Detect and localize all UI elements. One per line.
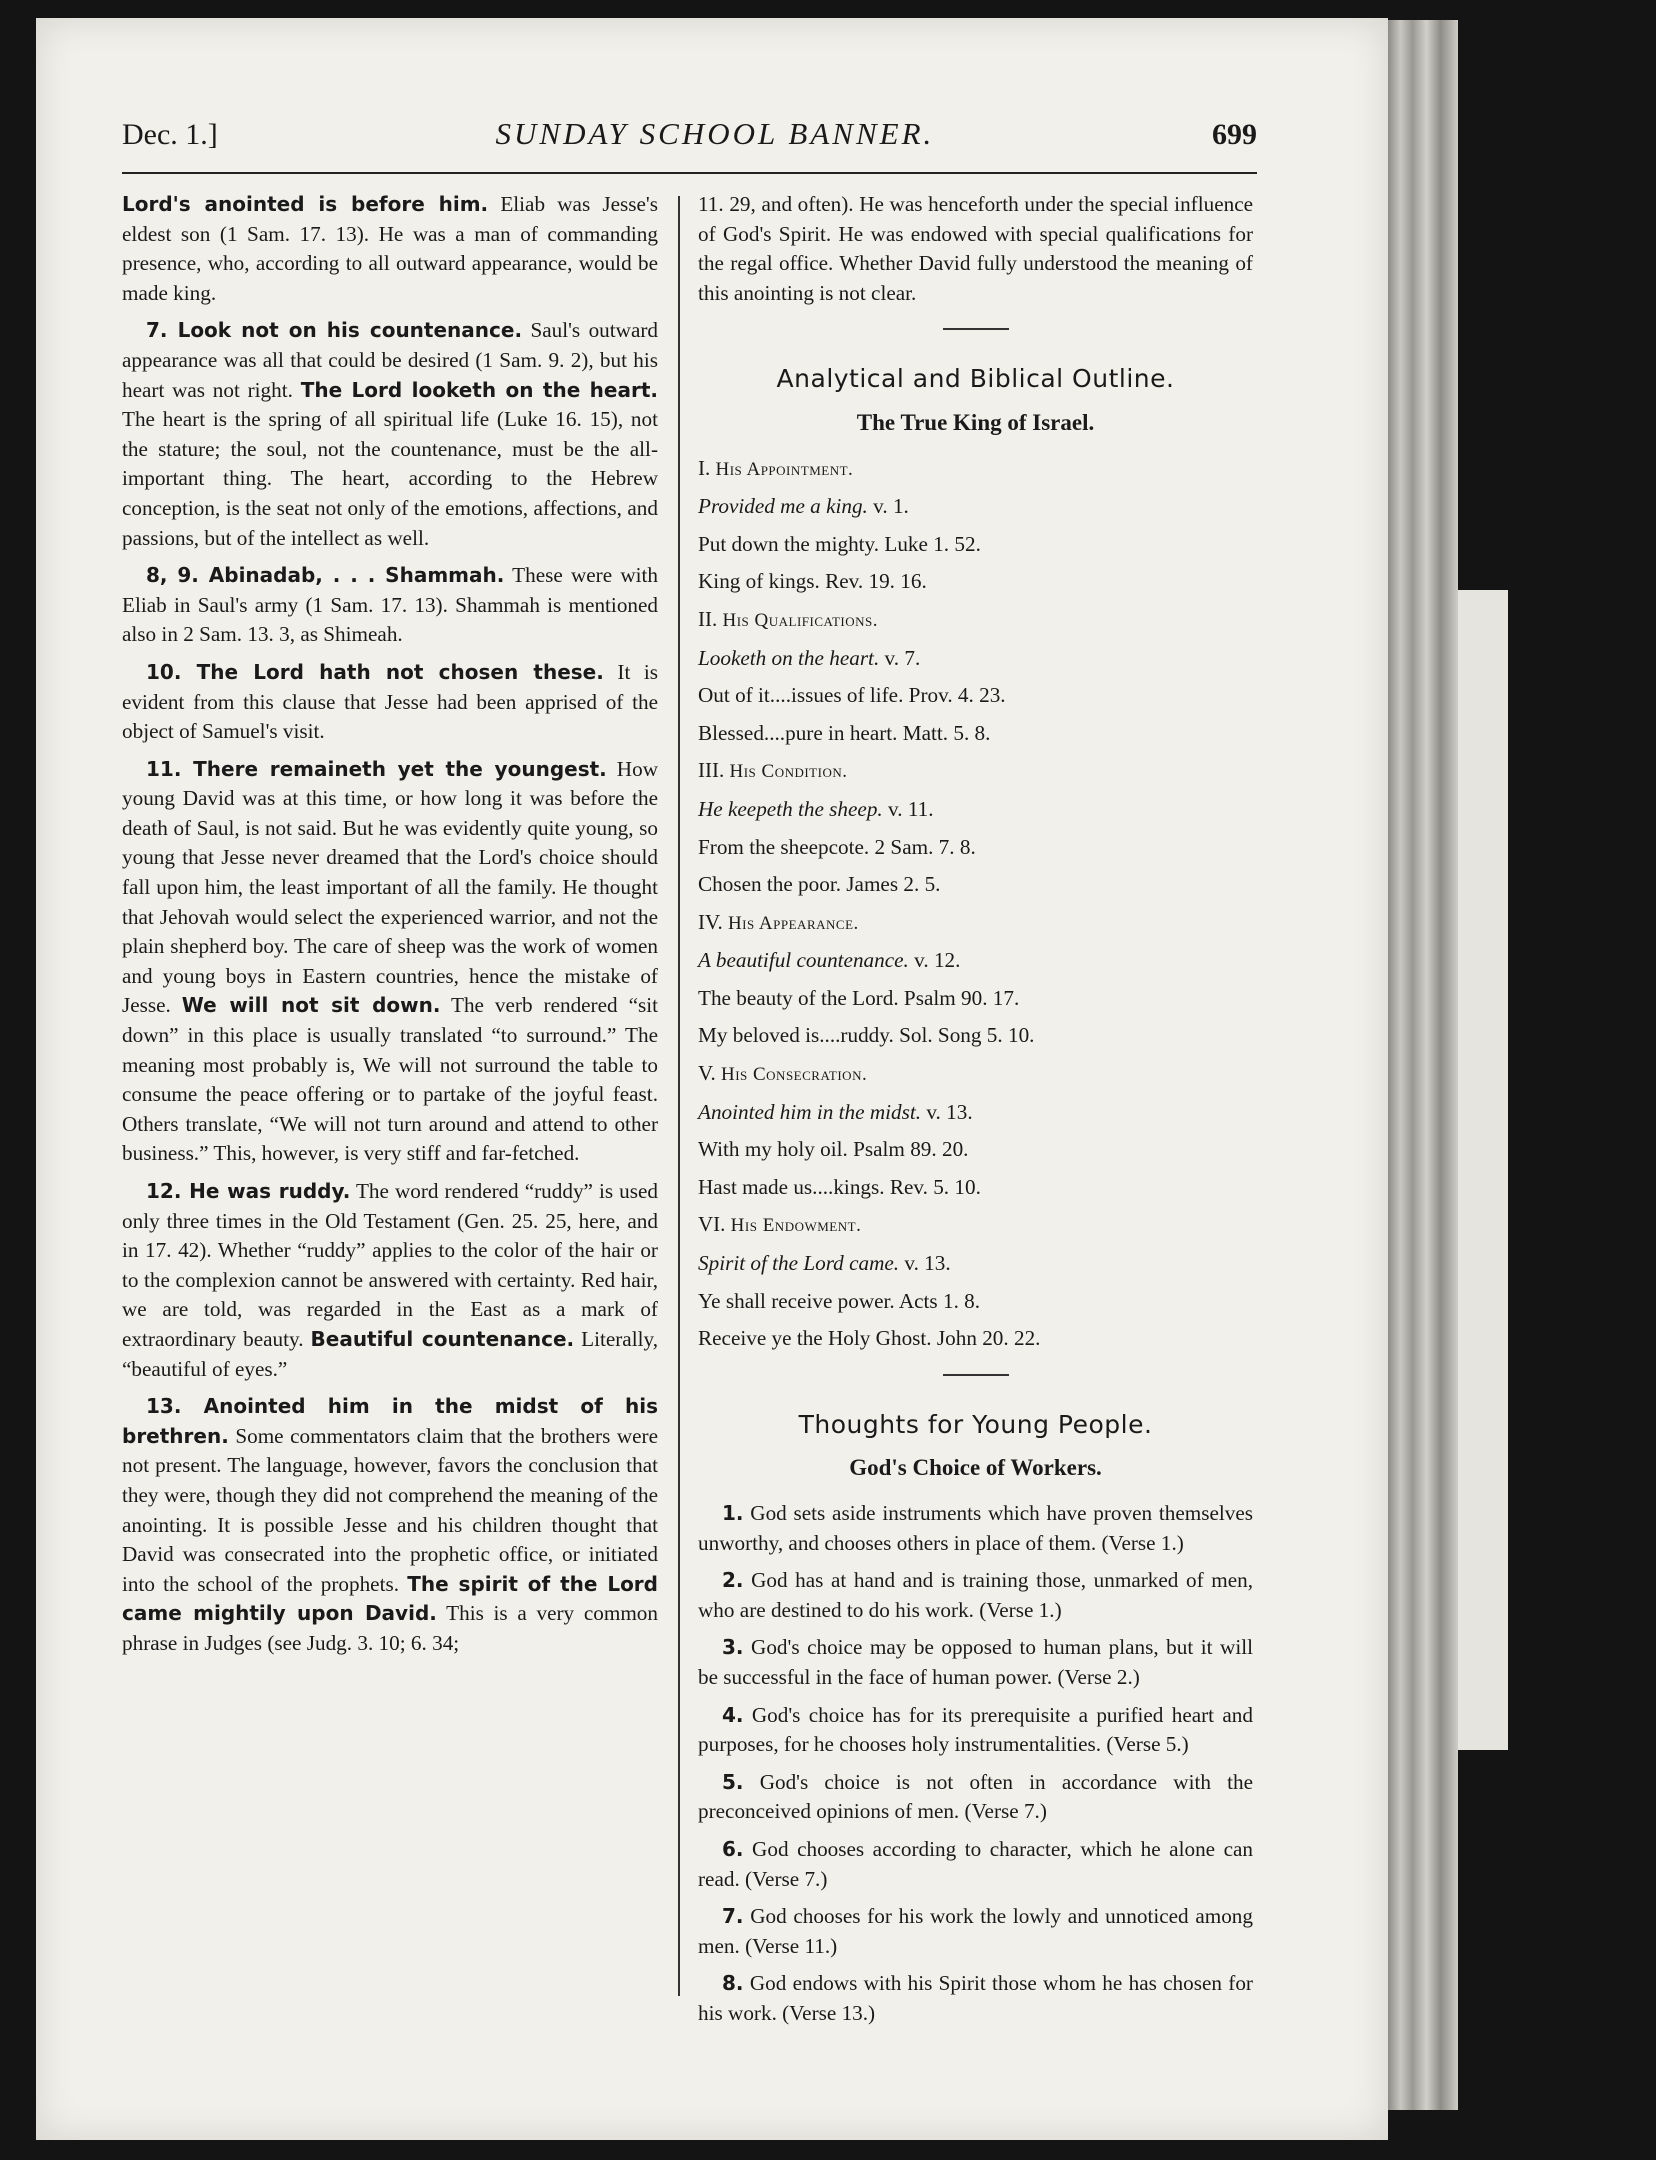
outline-section: III. His Condition. He keepeth the sheep. v. 11. From the sheepcote. 2 Sam. 7. 8. Chosen the poor. James 2. 5. (698, 758, 976, 897)
commentary-paragraph: 12. He was ruddy. The word rendered “ruddy” is used only three times in the Old Testament (Gen. 25. 25, here, and in 17. 42). Whether “ruddy” applies to the color of the hair or to the complexion cannot be answered with certainty. Red hair, we are told, was regarded in the East as a mark of extraordinary beauty. Beautiful countenance. Literally, “beautiful of eyes.” (122, 1179, 659, 1381)
thoughts-subheading: God's Choice of Workers. (849, 1455, 1102, 1481)
biblical-outline (698, 454, 1253, 1354)
commentary-paragraph: Lord's anointed is before him. Eliab was Jesse's eldest son (1 Sam. 17. 13). He was a man of commanding presence, who, according to all outward appearance, would be made king. (122, 192, 658, 305)
list-item: 1. God sets aside instruments which have proven themselves unworthy, and chooses others in place of them. (Verse 1.) (698, 1501, 1253, 1555)
list-item: 3. God's choice may be opposed to human plans, but it will be successful in the face of human power. (Verse 2.) (698, 1635, 1253, 1689)
outline-section: II. His Qualifications. Looketh on the heart. v. 7. Out of it....issues of life. Prov. 4. 23. Blessed....pure in heart. Matt. 5. 8. (698, 606, 1006, 745)
commentary-paragraph: 8, 9. Abinadab, . . . Shammah. These were with Eliab in Saul's army (1 Sam. 17. 13). Shammah is mentioned also in 2 Sam. 13. 3, as Shimeah. (122, 563, 658, 647)
outline-section: V. His Consecration. Anointed him in the midst. v. 13. With my holy oil. Psalm 89. 20. Hast made us....kings. Rev. 5. 10. (698, 1061, 981, 1199)
thoughts-list (698, 1499, 1253, 2029)
section-rule (943, 1374, 1009, 1376)
page-tab (1458, 590, 1508, 1750)
section-rule (943, 328, 1009, 330)
left-column (122, 190, 658, 1667)
right-column (698, 190, 1253, 2037)
outline-section: IV. His Appearance. A beautiful countenance. v. 12. The beauty of the Lord. Psalm 90. 17. My beloved is....ruddy. Sol. Song 5. 10. (698, 909, 1035, 1048)
outline-section: VI. His Endowment. Spirit of the Lord came. v. 13. Ye shall receive power. Acts 1. 8. Receive ye the Holy Ghost. John 20. 22. (698, 1212, 1041, 1351)
list-item: 6. God chooses according to character, which he alone can read. (Verse 7.) (698, 1836, 1253, 1891)
commentary-paragraph: 10. The Lord hath not chosen these. It is evident from this clause that Jesse had been apprised of the object of Samuel's visit. (122, 659, 659, 744)
continued-paragraph: 11. 29, and often). He was henceforth under the special influence of God's Spirit. He was endowed with special qualifications for the regal office. Whether David fully understood the meaning of this anointing is not clear. (698, 192, 1253, 305)
list-item: 7. God chooses for his work the lowly and unnoticed among men. (Verse 11.) (698, 1904, 1253, 1958)
list-item: 5. God's choice is not often in accordance with the preconceived opinions of men. (Verse 7.) (698, 1769, 1253, 1824)
header-rule (122, 172, 1257, 174)
thoughts-heading: Thoughts for Young People. (798, 1409, 1153, 1439)
page-number: 699 (1212, 118, 1257, 151)
book-page-edges (1388, 20, 1458, 2110)
publication-title: SUNDAY SCHOOL BANNER. (495, 116, 935, 151)
outline-section: I. His Appointment. Provided me a king. v. 1. Put down the mighty. Luke 1. 52. King of kings. Rev. 19. 16. (698, 455, 981, 594)
column-divider (678, 196, 680, 1996)
list-item: 8. God endows with his Spirit those whom he has chosen for his work. (Verse 13.) (698, 1971, 1253, 2025)
commentary-paragraph: 7. Look not on his countenance. Saul's outward appearance was all that could be desired (1 Sam. 9. 2), but his heart was not right. The Lord looketh on the heart. The heart is the spring of all spiritual life (Luke 16. 15), not the stature; the soul, not the countenance, must be the all-important thing. The heart, according to the Hebrew conception, is the seat not only of the emotions, affections, and passions, but of the intellect as well. (122, 318, 658, 550)
running-header (122, 116, 1257, 172)
outline-subheading: The True King of Israel. (856, 409, 1095, 435)
commentary-paragraph: 13. Anointed him in the midst of his brethren. Some commentators claim that the brothers were not present. The language, however, favors the conclusion that they were, though they did not comprehend the meaning of the anointing. It is possible Jesse and his children thought that David was consecrated into the prophetic office, or initiated into the school of the prophets. The spirit of the Lord came mightily upon David. This is a very common phrase in Judges (see Judg. 3. 10; 6. 34; (122, 1394, 658, 1655)
commentary-paragraph: 11. There remaineth yet the youngest. How young David was at this time, or how long it was before the death of Saul, is not said. But he was evidently quite young, so young that Jesse never dreamed that the Lord's choice should fall upon him, the least important of all the family. He thought that Jehovah would select the experienced warrior, and not the plain shepherd boy. The care of sheep was the work of women and young boys in Eastern countries, hence the mistake of Jesse. We will not sit down. The verb rendered “sit down” in this place is usually translated “to surround.” The meaning most probably is, We will not surround the table to consume the peace offering or to partake of the joyful feast. Others translate, “We will not turn around and attend to other business.” This, however, is very stiff and far-fetched. (122, 756, 658, 1166)
header-date: Dec. 1.] (122, 118, 218, 151)
list-item: 2. God has at hand and is training those, unmarked of men, who are destined to do his work. (Verse 1.) (698, 1568, 1253, 1622)
list-item: 4. God's choice has for its prerequisite a purified heart and purposes, for he chooses holy instrumentalities. (Verse 5.) (698, 1702, 1253, 1757)
outline-heading: Analytical and Biblical Outline. (776, 364, 1175, 394)
